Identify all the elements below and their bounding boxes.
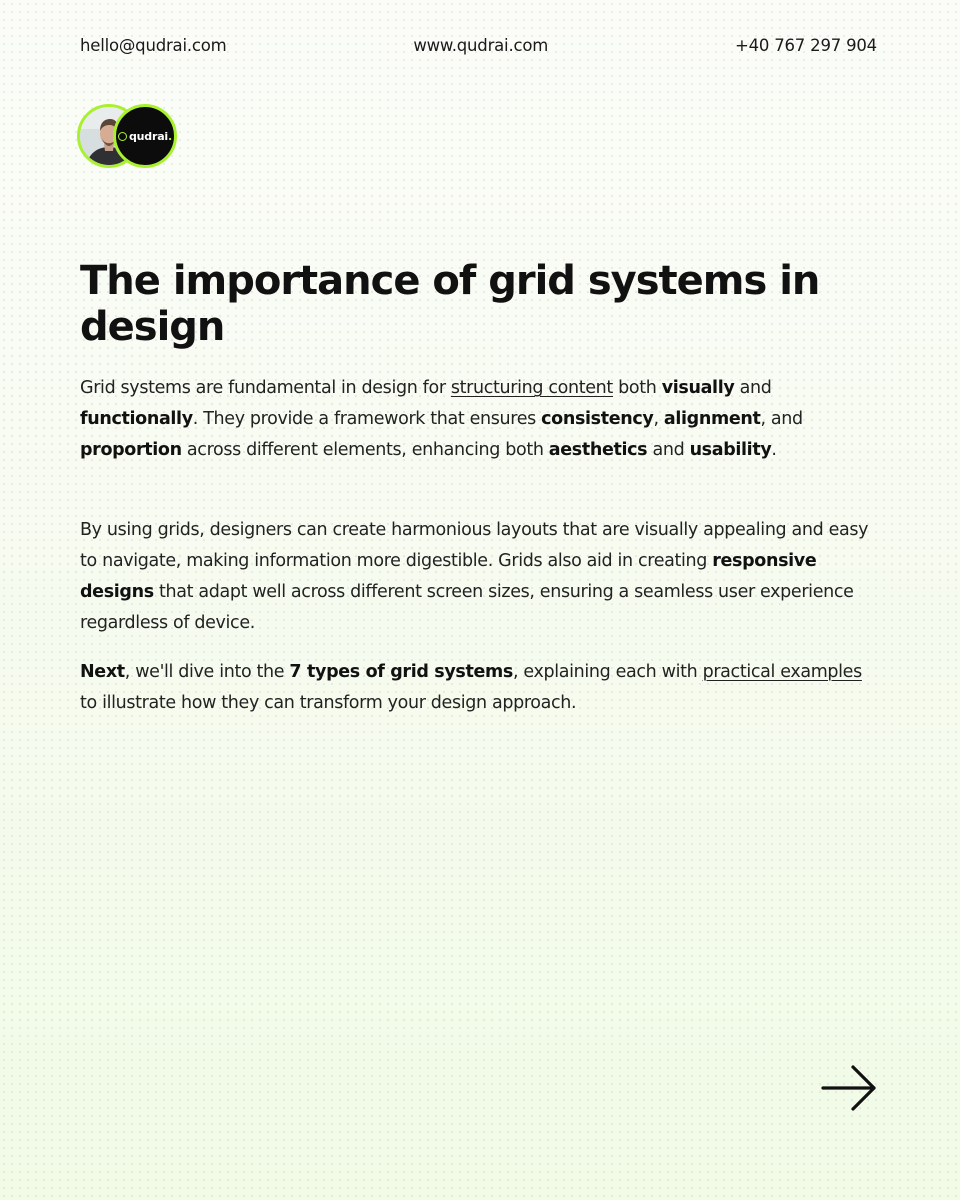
text-run: to illustrate how they can transform your design approach. [80, 693, 577, 713]
bold-run: proportion [80, 440, 182, 460]
text-run: , [653, 409, 664, 429]
text-run: , explaining each with [512, 662, 703, 682]
practical-examples-link[interactable]: practical examples [702, 662, 862, 682]
contact-bar [80, 33, 877, 57]
arrow-right-icon [818, 1062, 880, 1114]
bold-run: aesthetics [548, 440, 648, 460]
text-run: both [612, 378, 662, 398]
next-paragraph [80, 657, 880, 719]
bold-run: consistency [541, 409, 654, 429]
contact-website[interactable]: www.qudrai.com [413, 35, 549, 55]
logo-mark-icon [118, 132, 127, 141]
contact-email[interactable]: hello@qudrai.com [80, 35, 227, 55]
bold-run: visually [661, 378, 735, 398]
benefits-paragraph [80, 515, 880, 639]
bold-run: usability [689, 440, 772, 460]
bold-run: 7 types of grid systems [289, 662, 513, 682]
text-run: . [771, 440, 777, 460]
logo-text: qudrai [129, 129, 168, 143]
logo-dot: . [168, 129, 172, 143]
next-slide-button[interactable] [818, 1062, 880, 1114]
bold-run: Next [80, 662, 125, 682]
text-run: . They provide a framework that ensures [192, 409, 542, 429]
text-run: By using grids, designers can create harmonious layouts that are visually appealing and easy to navigate, making information more digestible. Grids also aid in creating [80, 520, 869, 571]
bold-run: functionally [80, 409, 193, 429]
text-run: , we'll dive into the [124, 662, 290, 682]
text-run: , and [760, 409, 803, 429]
text-run: and [647, 440, 690, 460]
contact-phone[interactable]: +40 767 297 904 [734, 35, 877, 55]
bold-run: alignment [663, 409, 761, 429]
page-title: The importance of grid systems in design [80, 258, 820, 350]
structuring-content-link[interactable]: structuring content [450, 378, 613, 398]
text-run: that adapt well across different screen sizes, ensuring a seamless user experience regardless of device. [80, 582, 854, 633]
text-run: Grid systems are fundamental in design for [80, 378, 451, 398]
author-badge [77, 104, 179, 168]
text-run: and [734, 378, 772, 398]
bold-run: responsive designs [80, 551, 817, 602]
intro-paragraph [80, 373, 880, 466]
text-run: across different elements, enhancing both [181, 440, 549, 460]
qudrai-logo [113, 104, 177, 168]
